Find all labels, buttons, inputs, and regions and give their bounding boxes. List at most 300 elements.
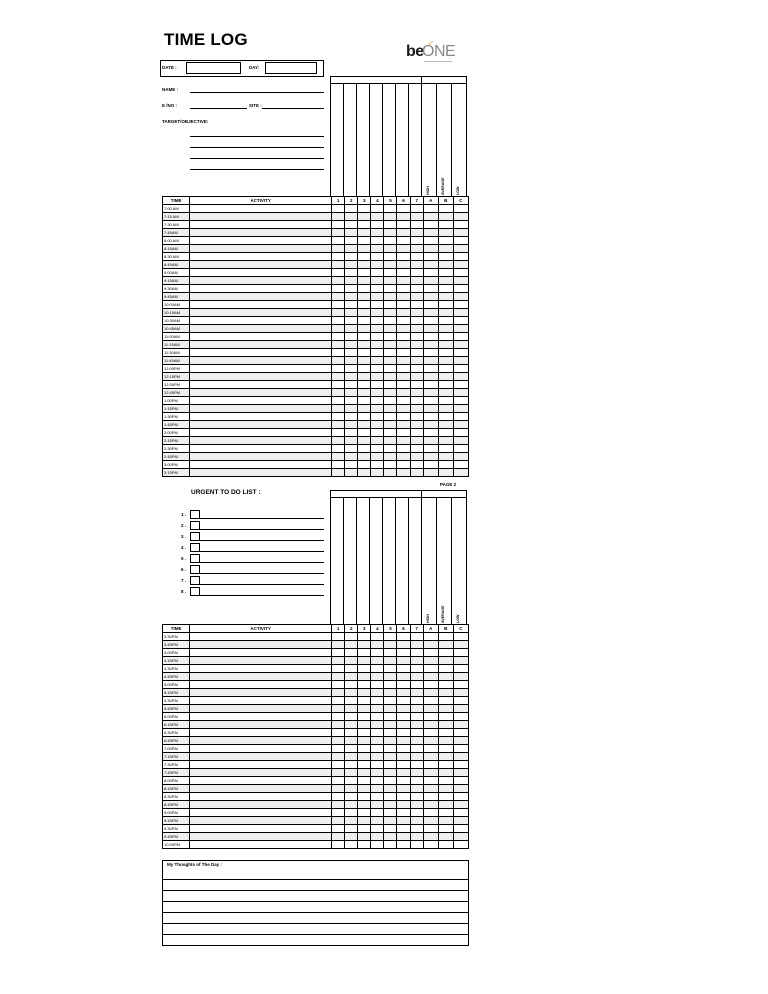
mark-cell[interactable]: [332, 641, 345, 649]
mark-cell[interactable]: [453, 753, 468, 761]
mark-cell[interactable]: [384, 825, 397, 833]
block1-column-cell[interactable]: [369, 83, 383, 197]
mark-cell[interactable]: [345, 405, 358, 413]
mark-cell[interactable]: [384, 729, 397, 737]
activity-cell[interactable]: [190, 381, 332, 389]
mark-cell[interactable]: [332, 453, 345, 461]
block1-column-cell[interactable]: [330, 83, 344, 197]
block1-column-cell[interactable]: [395, 83, 409, 197]
urgent-item-line[interactable]: [200, 562, 324, 563]
mark-cell[interactable]: [397, 405, 410, 413]
mark-cell[interactable]: [397, 729, 410, 737]
mark-cell[interactable]: [345, 753, 358, 761]
activity-cell[interactable]: [190, 325, 332, 333]
mark-cell[interactable]: [384, 453, 397, 461]
mark-cell[interactable]: [423, 341, 438, 349]
mark-cell[interactable]: [358, 229, 371, 237]
mark-cell[interactable]: [345, 461, 358, 469]
mark-cell[interactable]: [384, 681, 397, 689]
mark-cell[interactable]: [345, 697, 358, 705]
mark-cell[interactable]: [345, 681, 358, 689]
mark-cell[interactable]: [371, 697, 384, 705]
target-line[interactable]: [190, 158, 324, 159]
mark-cell[interactable]: [423, 649, 438, 657]
mark-cell[interactable]: [371, 413, 384, 421]
mark-cell[interactable]: [397, 689, 410, 697]
mark-cell[interactable]: [410, 841, 423, 849]
mark-cell[interactable]: [358, 657, 371, 665]
mark-cell[interactable]: [453, 841, 468, 849]
mark-cell[interactable]: [438, 293, 453, 301]
mark-cell[interactable]: [397, 397, 410, 405]
mark-cell[interactable]: [438, 453, 453, 461]
mark-cell[interactable]: [423, 413, 438, 421]
mark-cell[interactable]: [332, 793, 345, 801]
mark-cell[interactable]: [345, 769, 358, 777]
urgent-item-line[interactable]: [200, 540, 324, 541]
mark-cell[interactable]: [371, 461, 384, 469]
mark-cell[interactable]: [332, 237, 345, 245]
mark-cell[interactable]: [397, 777, 410, 785]
mark-cell[interactable]: [453, 825, 468, 833]
mark-cell[interactable]: [358, 333, 371, 341]
mark-cell[interactable]: [332, 437, 345, 445]
mark-cell[interactable]: [438, 753, 453, 761]
mark-cell[interactable]: [345, 437, 358, 445]
mark-cell[interactable]: [438, 245, 453, 253]
activity-cell[interactable]: [190, 317, 332, 325]
mark-cell[interactable]: [453, 261, 468, 269]
mark-cell[interactable]: [397, 793, 410, 801]
mark-cell[interactable]: [358, 365, 371, 373]
mark-cell[interactable]: [397, 221, 410, 229]
mark-cell[interactable]: [453, 801, 468, 809]
mark-cell[interactable]: [453, 721, 468, 729]
activity-cell[interactable]: [190, 269, 332, 277]
mark-cell[interactable]: [345, 261, 358, 269]
mark-cell[interactable]: [332, 801, 345, 809]
mark-cell[interactable]: [423, 405, 438, 413]
mark-cell[interactable]: [397, 341, 410, 349]
mark-cell[interactable]: [332, 673, 345, 681]
mark-cell[interactable]: [345, 833, 358, 841]
activity-cell[interactable]: [190, 785, 332, 793]
mark-cell[interactable]: [358, 785, 371, 793]
mark-cell[interactable]: [397, 453, 410, 461]
mark-cell[interactable]: [384, 357, 397, 365]
mark-cell[interactable]: [397, 373, 410, 381]
mark-cell[interactable]: [397, 705, 410, 713]
mark-cell[interactable]: [423, 809, 438, 817]
mark-cell[interactable]: [453, 309, 468, 317]
mark-cell[interactable]: [345, 729, 358, 737]
mark-cell[interactable]: [397, 429, 410, 437]
activity-cell[interactable]: [190, 833, 332, 841]
mark-cell[interactable]: [453, 237, 468, 245]
mark-cell[interactable]: [453, 657, 468, 665]
mark-cell[interactable]: [453, 245, 468, 253]
mark-cell[interactable]: [358, 689, 371, 697]
mark-cell[interactable]: [423, 817, 438, 825]
mark-cell[interactable]: [453, 729, 468, 737]
mark-cell[interactable]: [384, 657, 397, 665]
mark-cell[interactable]: [453, 745, 468, 753]
mark-cell[interactable]: [410, 745, 423, 753]
mark-cell[interactable]: [438, 641, 453, 649]
mark-cell[interactable]: [332, 681, 345, 689]
mark-cell[interactable]: [332, 721, 345, 729]
mark-cell[interactable]: [438, 389, 453, 397]
mark-cell[interactable]: [438, 213, 453, 221]
mark-cell[interactable]: [345, 817, 358, 825]
mark-cell[interactable]: [397, 261, 410, 269]
mark-cell[interactable]: [345, 665, 358, 673]
mark-cell[interactable]: [384, 713, 397, 721]
mark-cell[interactable]: [410, 301, 423, 309]
activity-cell[interactable]: [190, 673, 332, 681]
mark-cell[interactable]: [371, 689, 384, 697]
activity-cell[interactable]: [190, 649, 332, 657]
target-line[interactable]: [190, 147, 324, 148]
block2-column-cell[interactable]: [369, 497, 383, 625]
mark-cell[interactable]: [438, 261, 453, 269]
day-field[interactable]: [265, 62, 317, 74]
mark-cell[interactable]: [384, 245, 397, 253]
mark-cell[interactable]: [410, 205, 423, 213]
mark-cell[interactable]: [423, 641, 438, 649]
mark-cell[interactable]: [371, 801, 384, 809]
mark-cell[interactable]: [345, 721, 358, 729]
mark-cell[interactable]: [438, 681, 453, 689]
mark-cell[interactable]: [371, 317, 384, 325]
mark-cell[interactable]: [410, 681, 423, 689]
mark-cell[interactable]: [384, 801, 397, 809]
mark-cell[interactable]: [358, 317, 371, 325]
mark-cell[interactable]: [397, 761, 410, 769]
activity-cell[interactable]: [190, 349, 332, 357]
mark-cell[interactable]: [410, 285, 423, 293]
mark-cell[interactable]: [423, 245, 438, 253]
mark-cell[interactable]: [332, 317, 345, 325]
mark-cell[interactable]: [410, 641, 423, 649]
mark-cell[interactable]: [423, 421, 438, 429]
mark-cell[interactable]: [423, 689, 438, 697]
eno-field[interactable]: [190, 108, 247, 109]
mark-cell[interactable]: [410, 269, 423, 277]
mark-cell[interactable]: [453, 421, 468, 429]
mark-cell[interactable]: [345, 373, 358, 381]
mark-cell[interactable]: [358, 665, 371, 673]
mark-cell[interactable]: [453, 633, 468, 641]
mark-cell[interactable]: [423, 397, 438, 405]
mark-cell[interactable]: [410, 277, 423, 285]
mark-cell[interactable]: [358, 341, 371, 349]
mark-cell[interactable]: [371, 357, 384, 365]
mark-cell[interactable]: [371, 681, 384, 689]
urgent-item-checkbox[interactable]: [190, 565, 200, 574]
mark-cell[interactable]: [345, 397, 358, 405]
urgent-item-checkbox[interactable]: [190, 576, 200, 585]
mark-cell[interactable]: [453, 665, 468, 673]
mark-cell[interactable]: [423, 437, 438, 445]
mark-cell[interactable]: [397, 817, 410, 825]
mark-cell[interactable]: [410, 429, 423, 437]
mark-cell[interactable]: [410, 657, 423, 665]
mark-cell[interactable]: [371, 301, 384, 309]
mark-cell[interactable]: [358, 729, 371, 737]
mark-cell[interactable]: [332, 309, 345, 317]
mark-cell[interactable]: [371, 705, 384, 713]
mark-cell[interactable]: [384, 317, 397, 325]
mark-cell[interactable]: [410, 373, 423, 381]
mark-cell[interactable]: [371, 649, 384, 657]
mark-cell[interactable]: [371, 421, 384, 429]
mark-cell[interactable]: [358, 809, 371, 817]
mark-cell[interactable]: [423, 745, 438, 753]
mark-cell[interactable]: [345, 689, 358, 697]
block2-column-cell[interactable]: [356, 497, 370, 625]
mark-cell[interactable]: [332, 341, 345, 349]
activity-cell[interactable]: [190, 825, 332, 833]
mark-cell[interactable]: [371, 809, 384, 817]
mark-cell[interactable]: [438, 373, 453, 381]
mark-cell[interactable]: [358, 761, 371, 769]
mark-cell[interactable]: [384, 469, 397, 477]
mark-cell[interactable]: [332, 229, 345, 237]
mark-cell[interactable]: [371, 673, 384, 681]
mark-cell[interactable]: [345, 357, 358, 365]
mark-cell[interactable]: [423, 697, 438, 705]
mark-cell[interactable]: [332, 421, 345, 429]
mark-cell[interactable]: [371, 245, 384, 253]
mark-cell[interactable]: [453, 317, 468, 325]
mark-cell[interactable]: [384, 737, 397, 745]
mark-cell[interactable]: [358, 245, 371, 253]
mark-cell[interactable]: [371, 221, 384, 229]
mark-cell[interactable]: [332, 301, 345, 309]
mark-cell[interactable]: [345, 657, 358, 665]
mark-cell[interactable]: [371, 745, 384, 753]
activity-cell[interactable]: [190, 437, 332, 445]
activity-cell[interactable]: [190, 261, 332, 269]
urgent-item-line[interactable]: [200, 551, 324, 552]
mark-cell[interactable]: [371, 445, 384, 453]
mark-cell[interactable]: [345, 737, 358, 745]
mark-cell[interactable]: [384, 221, 397, 229]
mark-cell[interactable]: [438, 397, 453, 405]
mark-cell[interactable]: [438, 833, 453, 841]
mark-cell[interactable]: [397, 349, 410, 357]
mark-cell[interactable]: [358, 825, 371, 833]
mark-cell[interactable]: [332, 293, 345, 301]
mark-cell[interactable]: [332, 825, 345, 833]
mark-cell[interactable]: [384, 437, 397, 445]
mark-cell[interactable]: [345, 801, 358, 809]
mark-cell[interactable]: [438, 697, 453, 705]
mark-cell[interactable]: [358, 469, 371, 477]
mark-cell[interactable]: [423, 349, 438, 357]
mark-cell[interactable]: [423, 633, 438, 641]
mark-cell[interactable]: [384, 205, 397, 213]
mark-cell[interactable]: [345, 469, 358, 477]
mark-cell[interactable]: [384, 229, 397, 237]
urgent-item-checkbox[interactable]: [190, 510, 200, 519]
mark-cell[interactable]: [332, 633, 345, 641]
mark-cell[interactable]: [453, 253, 468, 261]
mark-cell[interactable]: [438, 841, 453, 849]
mark-cell[interactable]: [358, 309, 371, 317]
mark-cell[interactable]: [410, 777, 423, 785]
mark-cell[interactable]: [410, 705, 423, 713]
mark-cell[interactable]: [397, 641, 410, 649]
mark-cell[interactable]: [332, 325, 345, 333]
mark-cell[interactable]: [358, 753, 371, 761]
mark-cell[interactable]: [438, 469, 453, 477]
mark-cell[interactable]: [358, 649, 371, 657]
urgent-item-checkbox[interactable]: [190, 521, 200, 530]
mark-cell[interactable]: [371, 205, 384, 213]
urgent-item-line[interactable]: [200, 595, 324, 596]
activity-cell[interactable]: [190, 229, 332, 237]
mark-cell[interactable]: [438, 713, 453, 721]
mark-cell[interactable]: [397, 721, 410, 729]
mark-cell[interactable]: [332, 397, 345, 405]
mark-cell[interactable]: [371, 429, 384, 437]
mark-cell[interactable]: [410, 817, 423, 825]
mark-cell[interactable]: [423, 277, 438, 285]
mark-cell[interactable]: [371, 437, 384, 445]
site-field[interactable]: [262, 108, 324, 109]
mark-cell[interactable]: [358, 801, 371, 809]
activity-cell[interactable]: [190, 333, 332, 341]
mark-cell[interactable]: [397, 673, 410, 681]
mark-cell[interactable]: [345, 317, 358, 325]
thought-line[interactable]: [162, 912, 468, 913]
mark-cell[interactable]: [423, 213, 438, 221]
mark-cell[interactable]: [438, 277, 453, 285]
mark-cell[interactable]: [384, 761, 397, 769]
mark-cell[interactable]: [397, 785, 410, 793]
mark-cell[interactable]: [358, 301, 371, 309]
mark-cell[interactable]: [423, 237, 438, 245]
mark-cell[interactable]: [358, 325, 371, 333]
mark-cell[interactable]: [423, 325, 438, 333]
mark-cell[interactable]: [345, 213, 358, 221]
activity-cell[interactable]: [190, 681, 332, 689]
mark-cell[interactable]: [453, 285, 468, 293]
mark-cell[interactable]: [358, 389, 371, 397]
mark-cell[interactable]: [358, 405, 371, 413]
mark-cell[interactable]: [410, 761, 423, 769]
mark-cell[interactable]: [384, 809, 397, 817]
activity-cell[interactable]: [190, 445, 332, 453]
name-field[interactable]: [190, 92, 324, 93]
mark-cell[interactable]: [438, 205, 453, 213]
mark-cell[interactable]: [397, 213, 410, 221]
mark-cell[interactable]: [453, 405, 468, 413]
mark-cell[interactable]: [358, 221, 371, 229]
mark-cell[interactable]: [358, 349, 371, 357]
mark-cell[interactable]: [384, 721, 397, 729]
mark-cell[interactable]: [332, 381, 345, 389]
mark-cell[interactable]: [358, 713, 371, 721]
mark-cell[interactable]: [384, 269, 397, 277]
mark-cell[interactable]: [438, 229, 453, 237]
mark-cell[interactable]: [423, 777, 438, 785]
mark-cell[interactable]: [410, 453, 423, 461]
mark-cell[interactable]: [345, 429, 358, 437]
mark-cell[interactable]: [345, 269, 358, 277]
mark-cell[interactable]: [410, 293, 423, 301]
urgent-item-line[interactable]: [200, 584, 324, 585]
mark-cell[interactable]: [345, 245, 358, 253]
mark-cell[interactable]: [371, 237, 384, 245]
mark-cell[interactable]: [438, 761, 453, 769]
mark-cell[interactable]: [371, 825, 384, 833]
mark-cell[interactable]: [332, 349, 345, 357]
mark-cell[interactable]: [384, 777, 397, 785]
mark-cell[interactable]: [410, 421, 423, 429]
mark-cell[interactable]: [397, 205, 410, 213]
mark-cell[interactable]: [332, 729, 345, 737]
mark-cell[interactable]: [410, 445, 423, 453]
activity-cell[interactable]: [190, 461, 332, 469]
mark-cell[interactable]: [438, 729, 453, 737]
mark-cell[interactable]: [384, 421, 397, 429]
mark-cell[interactable]: [410, 461, 423, 469]
mark-cell[interactable]: [453, 413, 468, 421]
mark-cell[interactable]: [345, 745, 358, 753]
mark-cell[interactable]: [423, 665, 438, 673]
mark-cell[interactable]: [371, 365, 384, 373]
activity-cell[interactable]: [190, 769, 332, 777]
mark-cell[interactable]: [410, 649, 423, 657]
activity-cell[interactable]: [190, 841, 332, 849]
mark-cell[interactable]: [438, 649, 453, 657]
activity-cell[interactable]: [190, 697, 332, 705]
mark-cell[interactable]: [358, 421, 371, 429]
mark-cell[interactable]: [438, 301, 453, 309]
mark-cell[interactable]: [397, 825, 410, 833]
mark-cell[interactable]: [438, 237, 453, 245]
mark-cell[interactable]: [453, 833, 468, 841]
mark-cell[interactable]: [384, 237, 397, 245]
mark-cell[interactable]: [345, 649, 358, 657]
mark-cell[interactable]: [410, 769, 423, 777]
mark-cell[interactable]: [397, 253, 410, 261]
mark-cell[interactable]: [453, 785, 468, 793]
mark-cell[interactable]: [345, 633, 358, 641]
activity-cell[interactable]: [190, 397, 332, 405]
urgent-item-line[interactable]: [200, 518, 324, 519]
mark-cell[interactable]: [345, 673, 358, 681]
mark-cell[interactable]: [453, 445, 468, 453]
mark-cell[interactable]: [371, 841, 384, 849]
block2-column-cell[interactable]: [382, 497, 396, 625]
mark-cell[interactable]: [453, 333, 468, 341]
mark-cell[interactable]: [358, 721, 371, 729]
mark-cell[interactable]: [371, 277, 384, 285]
activity-cell[interactable]: [190, 469, 332, 477]
mark-cell[interactable]: [453, 349, 468, 357]
mark-cell[interactable]: [371, 261, 384, 269]
mark-cell[interactable]: [410, 673, 423, 681]
mark-cell[interactable]: [453, 221, 468, 229]
mark-cell[interactable]: [438, 357, 453, 365]
mark-cell[interactable]: [371, 737, 384, 745]
mark-cell[interactable]: [332, 469, 345, 477]
mark-cell[interactable]: [345, 389, 358, 397]
